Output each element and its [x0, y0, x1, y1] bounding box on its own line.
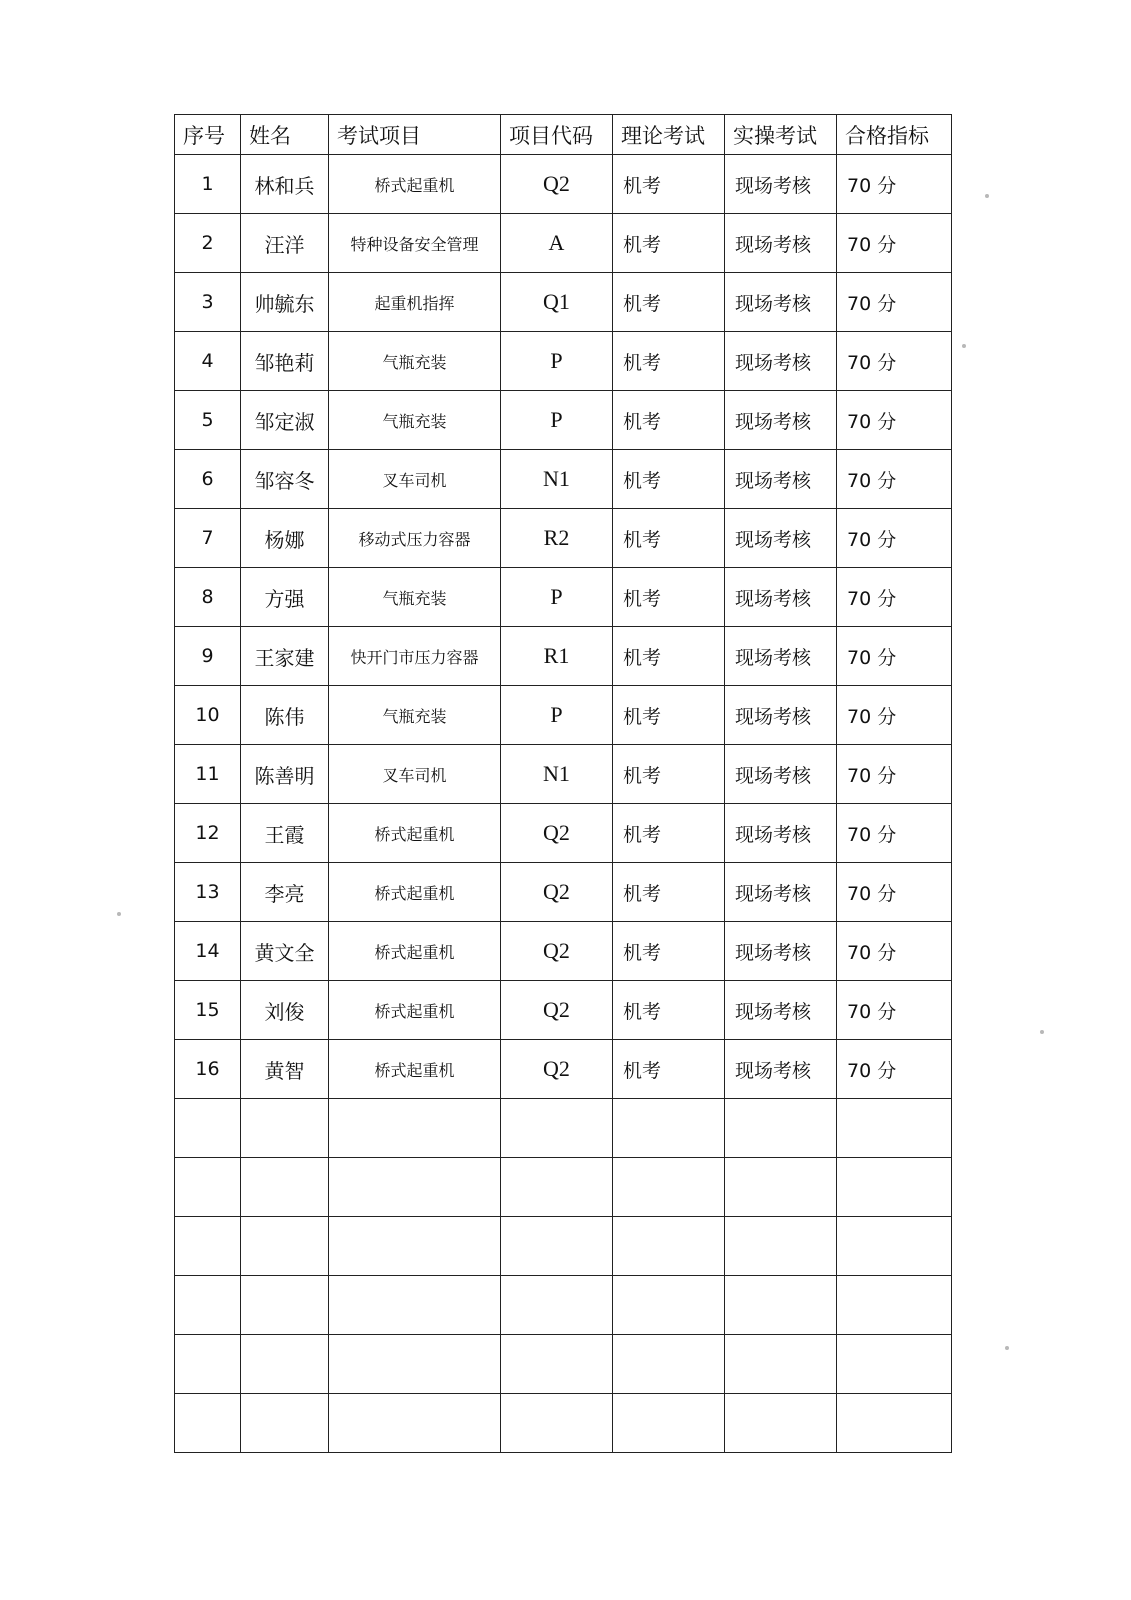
cell-name: 陈伟	[241, 686, 329, 745]
cell-exam-item: 气瓶充装	[329, 568, 501, 627]
header-exam-item: 考试项目	[329, 115, 501, 155]
cell-name: 陈善明	[241, 745, 329, 804]
table-row	[175, 568, 952, 627]
cell-exam-item: 桥式起重机	[329, 804, 501, 863]
cell-serial-number: 3	[175, 273, 241, 332]
cell-item-code: Q2	[501, 155, 613, 214]
cell-item-code: Q2	[501, 1040, 613, 1099]
header-row	[175, 115, 952, 155]
cell-pass-standard	[837, 1394, 952, 1453]
cell-theory-exam: 机考	[613, 804, 725, 863]
cell-exam-item: 气瓶充装	[329, 391, 501, 450]
cell-theory-exam: 机考	[613, 863, 725, 922]
cell-name	[241, 1158, 329, 1217]
cell-pass-standard	[837, 1335, 952, 1394]
cell-serial-number: 16	[175, 1040, 241, 1099]
cell-theory-exam: 机考	[613, 745, 725, 804]
cell-exam-item: 移动式压力容器	[329, 509, 501, 568]
cell-practical-exam: 现场考核	[725, 686, 837, 745]
cell-exam-item: 起重机指挥	[329, 273, 501, 332]
cell-pass-standard	[837, 1217, 952, 1276]
cell-theory-exam: 机考	[613, 981, 725, 1040]
cell-item-code: P	[501, 332, 613, 391]
table-row	[175, 155, 952, 214]
cell-pass-standard: 70 分	[837, 332, 952, 391]
cell-practical-exam	[725, 1158, 837, 1217]
table-row	[175, 1335, 952, 1394]
table-row	[175, 1099, 952, 1158]
cell-practical-exam: 现场考核	[725, 450, 837, 509]
cell-practical-exam: 现场考核	[725, 155, 837, 214]
cell-exam-item: 快开门市压力容器	[329, 627, 501, 686]
cell-pass-standard: 70 分	[837, 509, 952, 568]
header-practical-exam: 实操考试	[725, 115, 837, 155]
cell-pass-standard: 70 分	[837, 214, 952, 273]
cell-theory-exam: 机考	[613, 155, 725, 214]
cell-exam-item: 特种设备安全管理	[329, 214, 501, 273]
cell-serial-number	[175, 1276, 241, 1335]
cell-pass-standard: 70 分	[837, 568, 952, 627]
cell-practical-exam: 现场考核	[725, 273, 837, 332]
cell-practical-exam: 现场考核	[725, 568, 837, 627]
cell-serial-number	[175, 1335, 241, 1394]
cell-serial-number: 11	[175, 745, 241, 804]
cell-exam-item: 桥式起重机	[329, 1040, 501, 1099]
cell-pass-standard: 70 分	[837, 981, 952, 1040]
cell-theory-exam	[613, 1217, 725, 1276]
cell-exam-item	[329, 1394, 501, 1453]
cell-item-code: A	[501, 214, 613, 273]
cell-item-code	[501, 1394, 613, 1453]
cell-name	[241, 1217, 329, 1276]
cell-theory-exam: 机考	[613, 509, 725, 568]
cell-practical-exam	[725, 1335, 837, 1394]
cell-name: 林和兵	[241, 155, 329, 214]
table-row	[175, 1394, 952, 1453]
cell-theory-exam: 机考	[613, 332, 725, 391]
cell-exam-item: 桥式起重机	[329, 863, 501, 922]
cell-serial-number: 13	[175, 863, 241, 922]
scan-speck	[962, 344, 966, 348]
scan-speck	[1040, 1030, 1044, 1034]
cell-item-code	[501, 1276, 613, 1335]
cell-name: 王霞	[241, 804, 329, 863]
table-row	[175, 1217, 952, 1276]
cell-serial-number: 5	[175, 391, 241, 450]
cell-item-code: R1	[501, 627, 613, 686]
cell-item-code: Q2	[501, 981, 613, 1040]
cell-item-code: N1	[501, 745, 613, 804]
cell-pass-standard: 70 分	[837, 1040, 952, 1099]
cell-pass-standard: 70 分	[837, 450, 952, 509]
cell-name: 黄文全	[241, 922, 329, 981]
cell-exam-item: 桥式起重机	[329, 981, 501, 1040]
header-pass-standard: 合格指标	[837, 115, 952, 155]
table-row	[175, 450, 952, 509]
cell-name: 邹容冬	[241, 450, 329, 509]
cell-practical-exam: 现场考核	[725, 332, 837, 391]
table-row	[175, 804, 952, 863]
cell-exam-item: 桥式起重机	[329, 155, 501, 214]
cell-pass-standard: 70 分	[837, 391, 952, 450]
cell-name	[241, 1099, 329, 1158]
cell-theory-exam: 机考	[613, 273, 725, 332]
cell-exam-item	[329, 1217, 501, 1276]
table-row	[175, 1040, 952, 1099]
scan-speck	[1005, 1346, 1009, 1350]
cell-theory-exam	[613, 1276, 725, 1335]
cell-exam-item: 叉车司机	[329, 745, 501, 804]
header-theory-exam: 理论考试	[613, 115, 725, 155]
cell-pass-standard	[837, 1276, 952, 1335]
cell-practical-exam: 现场考核	[725, 981, 837, 1040]
cell-theory-exam	[613, 1335, 725, 1394]
scan-speck	[985, 194, 989, 198]
cell-theory-exam	[613, 1099, 725, 1158]
cell-practical-exam: 现场考核	[725, 863, 837, 922]
cell-theory-exam	[613, 1394, 725, 1453]
cell-exam-item: 叉车司机	[329, 450, 501, 509]
cell-practical-exam: 现场考核	[725, 627, 837, 686]
cell-theory-exam: 机考	[613, 1040, 725, 1099]
cell-practical-exam	[725, 1276, 837, 1335]
cell-theory-exam	[613, 1158, 725, 1217]
cell-pass-standard: 70 分	[837, 627, 952, 686]
cell-theory-exam: 机考	[613, 686, 725, 745]
table-body	[175, 155, 952, 1453]
cell-practical-exam: 现场考核	[725, 509, 837, 568]
cell-theory-exam: 机考	[613, 922, 725, 981]
cell-item-code: R2	[501, 509, 613, 568]
cell-pass-standard: 70 分	[837, 686, 952, 745]
cell-theory-exam: 机考	[613, 627, 725, 686]
cell-practical-exam: 现场考核	[725, 922, 837, 981]
cell-item-code: Q2	[501, 804, 613, 863]
cell-name	[241, 1335, 329, 1394]
cell-name: 杨娜	[241, 509, 329, 568]
cell-theory-exam: 机考	[613, 391, 725, 450]
header-serial-number: 序号	[175, 115, 241, 155]
cell-name: 邹定淑	[241, 391, 329, 450]
cell-item-code	[501, 1217, 613, 1276]
table-row	[175, 214, 952, 273]
cell-exam-item	[329, 1335, 501, 1394]
cell-name	[241, 1276, 329, 1335]
table-row	[175, 1158, 952, 1217]
cell-serial-number: 14	[175, 922, 241, 981]
cell-serial-number: 2	[175, 214, 241, 273]
cell-pass-standard: 70 分	[837, 922, 952, 981]
cell-name: 李亮	[241, 863, 329, 922]
scan-speck	[117, 912, 121, 916]
cell-serial-number: 8	[175, 568, 241, 627]
cell-pass-standard: 70 分	[837, 863, 952, 922]
table-row	[175, 981, 952, 1040]
cell-pass-standard: 70 分	[837, 273, 952, 332]
cell-serial-number: 7	[175, 509, 241, 568]
cell-name	[241, 1394, 329, 1453]
cell-practical-exam	[725, 1217, 837, 1276]
table-row	[175, 1276, 952, 1335]
cell-name: 刘俊	[241, 981, 329, 1040]
cell-pass-standard: 70 分	[837, 745, 952, 804]
cell-serial-number	[175, 1158, 241, 1217]
table-row	[175, 922, 952, 981]
exam-roster-table	[174, 114, 952, 1453]
cell-serial-number	[175, 1099, 241, 1158]
cell-item-code	[501, 1158, 613, 1217]
cell-serial-number: 1	[175, 155, 241, 214]
cell-item-code: N1	[501, 450, 613, 509]
cell-item-code: Q2	[501, 922, 613, 981]
cell-practical-exam	[725, 1394, 837, 1453]
table-row	[175, 627, 952, 686]
cell-serial-number: 4	[175, 332, 241, 391]
cell-item-code: Q2	[501, 863, 613, 922]
header-name: 姓名	[241, 115, 329, 155]
cell-name: 黄智	[241, 1040, 329, 1099]
cell-pass-standard: 70 分	[837, 155, 952, 214]
cell-serial-number: 12	[175, 804, 241, 863]
cell-item-code: Q1	[501, 273, 613, 332]
table-row	[175, 686, 952, 745]
cell-serial-number	[175, 1394, 241, 1453]
cell-theory-exam: 机考	[613, 214, 725, 273]
cell-name: 方强	[241, 568, 329, 627]
cell-serial-number: 6	[175, 450, 241, 509]
cell-name: 王家建	[241, 627, 329, 686]
cell-name: 邹艳莉	[241, 332, 329, 391]
cell-item-code	[501, 1335, 613, 1394]
cell-pass-standard: 70 分	[837, 804, 952, 863]
table-row	[175, 332, 952, 391]
cell-theory-exam: 机考	[613, 450, 725, 509]
cell-item-code: P	[501, 391, 613, 450]
cell-pass-standard	[837, 1158, 952, 1217]
cell-serial-number: 9	[175, 627, 241, 686]
table-row	[175, 391, 952, 450]
cell-exam-item	[329, 1158, 501, 1217]
cell-practical-exam: 现场考核	[725, 804, 837, 863]
cell-theory-exam: 机考	[613, 568, 725, 627]
cell-name: 汪洋	[241, 214, 329, 273]
header-item-code: 项目代码	[501, 115, 613, 155]
table-row	[175, 745, 952, 804]
cell-practical-exam: 现场考核	[725, 745, 837, 804]
cell-serial-number	[175, 1217, 241, 1276]
cell-exam-item: 气瓶充装	[329, 686, 501, 745]
cell-serial-number: 10	[175, 686, 241, 745]
cell-item-code	[501, 1099, 613, 1158]
table-row	[175, 509, 952, 568]
cell-exam-item	[329, 1276, 501, 1335]
cell-name: 帅毓东	[241, 273, 329, 332]
cell-practical-exam: 现场考核	[725, 391, 837, 450]
cell-practical-exam	[725, 1099, 837, 1158]
table-row	[175, 273, 952, 332]
cell-practical-exam: 现场考核	[725, 1040, 837, 1099]
cell-practical-exam: 现场考核	[725, 214, 837, 273]
cell-item-code: P	[501, 686, 613, 745]
cell-exam-item: 气瓶充装	[329, 332, 501, 391]
cell-exam-item: 桥式起重机	[329, 922, 501, 981]
cell-item-code: P	[501, 568, 613, 627]
cell-serial-number: 15	[175, 981, 241, 1040]
table-row	[175, 863, 952, 922]
cell-pass-standard	[837, 1099, 952, 1158]
cell-exam-item	[329, 1099, 501, 1158]
